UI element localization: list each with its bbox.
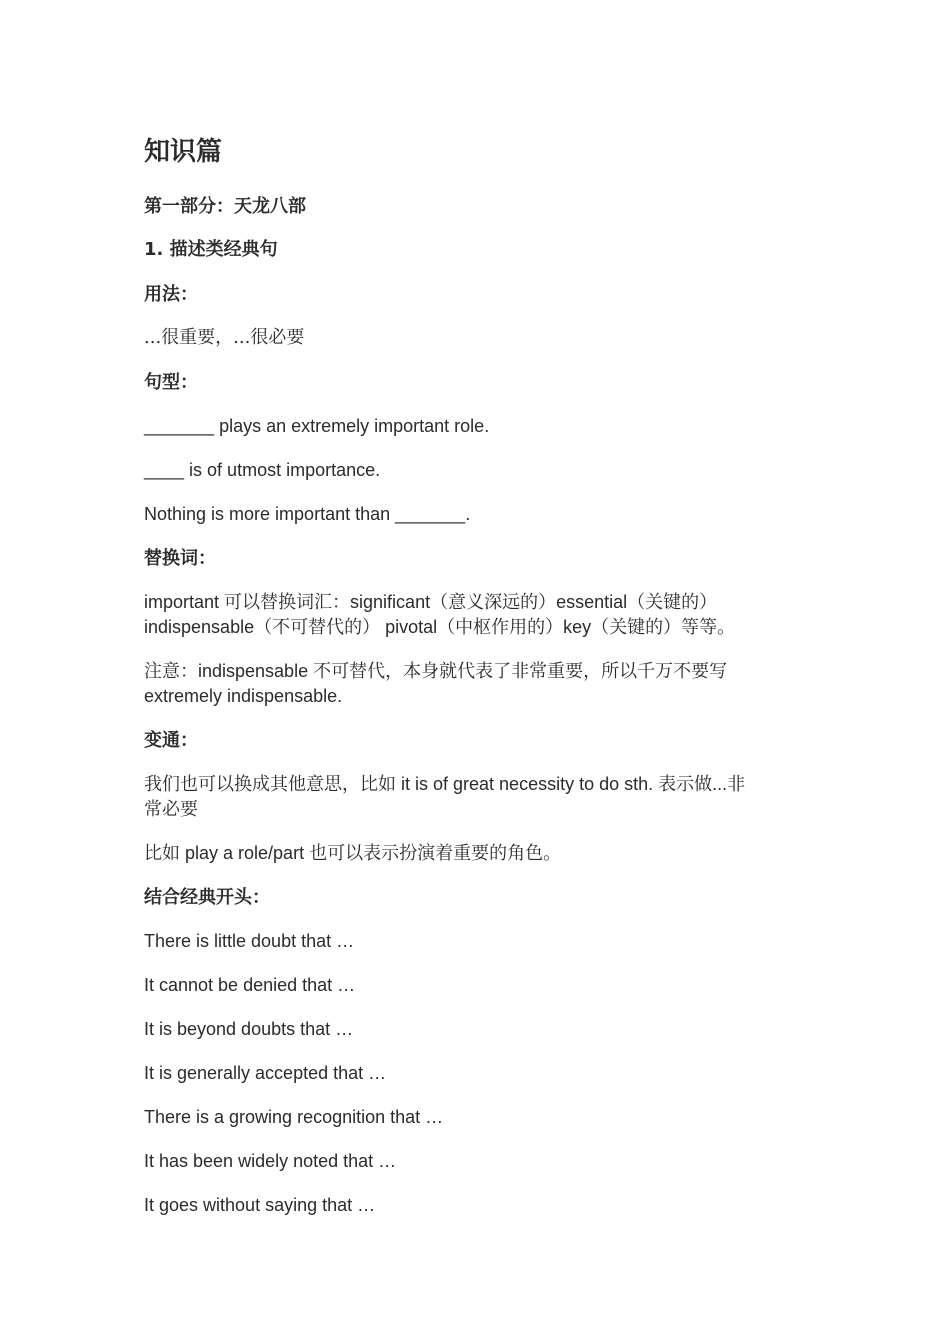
part-heading: 第一部分：天龙八部	[144, 196, 306, 217]
pattern-sentence: _______ plays an extremely important role.	[144, 416, 490, 436]
replace-label: 替换词：	[144, 548, 216, 569]
variation-text-line: 常必要	[144, 799, 198, 819]
opening-sentence: It is generally accepted that …	[144, 1063, 387, 1083]
opening-sentence: There is little doubt that …	[144, 931, 355, 951]
section-heading: 1. 描述类经典句	[144, 239, 278, 260]
note-text-line: 注意：indispensable 不可替代，本身就代表了非常重要，所以千万不要写	[144, 661, 728, 681]
opening-sentence: It is beyond doubts that …	[144, 1019, 354, 1039]
opening-sentence: It goes without saying that …	[144, 1195, 376, 1215]
usage-label: 用法：	[144, 284, 198, 305]
pattern-label: 句型：	[144, 372, 198, 393]
note-text-line: extremely indispensable.	[144, 686, 343, 706]
usage-text: ...很重要，...很必要	[144, 327, 305, 348]
replace-text-line: important 可以替换词汇：significant（意义深远的）essential（关键的）	[144, 592, 718, 612]
opening-sentence: It has been widely noted that …	[144, 1151, 397, 1171]
openings-label: 结合经典开头：	[144, 887, 270, 908]
opening-sentence: It cannot be denied that …	[144, 975, 356, 995]
page-title: 知识篇	[144, 137, 223, 167]
variation-text-line: 我们也可以换成其他意思，比如 it is of great necessity to do sth. 表示做...非	[144, 774, 746, 794]
pattern-sentence: ____ is of utmost importance.	[144, 460, 381, 480]
opening-sentence: There is a growing recognition that …	[144, 1107, 444, 1127]
pattern-sentence: Nothing is more important than _______.	[144, 504, 471, 524]
replace-text-line: indispensable（不可替代的） pivotal（中枢作用的）key（关键的）等等。	[144, 617, 736, 637]
variation-text-line: 比如 play a role/part 也可以表示扮演着重要的角色。	[144, 843, 562, 863]
variation-label: 变通：	[144, 730, 198, 751]
